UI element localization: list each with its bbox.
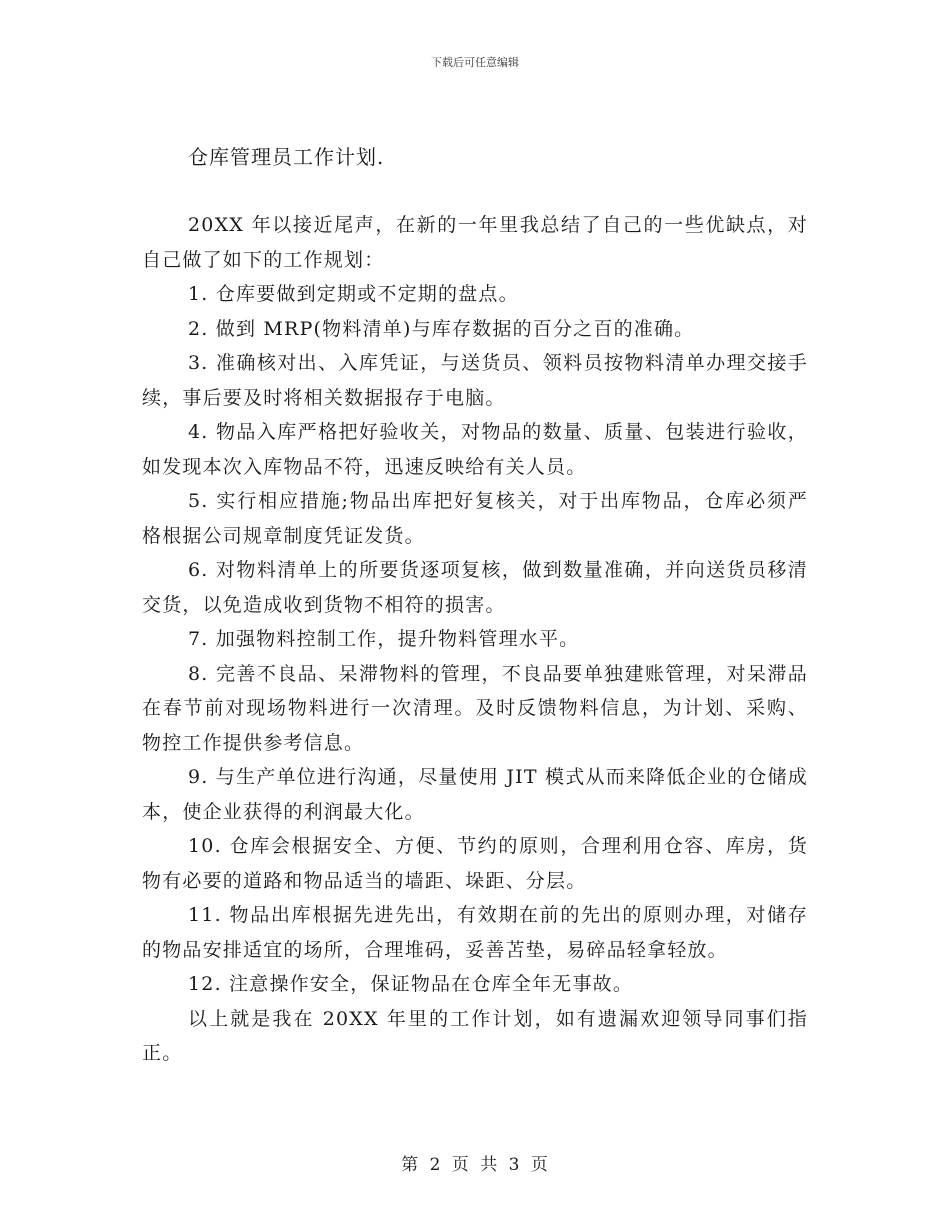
blank-line: [142, 174, 808, 208]
plan-item-6: 6. 对物料清单上的所要货逐项复核，做到数量准确，并向送货员移清交货，以免造成收到货物不相符的损害。: [142, 559, 808, 616]
plan-item-2: 2. 做到 MRP(物料清单)与库存数据的百分之百的准确。: [188, 317, 695, 340]
document-body: [142, 140, 808, 1071]
plan-item-7: 7. 加强物料控制工作，提升物料管理水平。: [188, 628, 580, 650]
plan-item-11: 11. 物品出库根据先进先出，有效期在前的先出的原则办理，对储存的物品安排适宜的场所，合理堆码，妥善苫垫，易碎品轻拿轻放。: [142, 904, 808, 961]
plan-item-8: 8. 完善不良品、呆滞物料的管理，不良品要单独建账管理，对呆滞品在春节前对现场物料进行一次清理。及时反馈物料信息，为计划、采购、物控工作提供参考信息。: [142, 662, 808, 754]
plan-item-12: 12. 注意操作安全，保证物品在仓库全年无事故。: [188, 973, 634, 995]
plan-item-1: 1. 仓库要做到定期或不定期的盘点。: [188, 283, 519, 305]
plan-item-5: 5. 实行相应措施;物品出库把好复核关，对于出库物品，仓库必须严格根据公司规章制度凭证发货。: [142, 490, 808, 547]
plan-item-9: 9. 与生产单位进行沟通，尽量使用 JIT 模式从而来降低企业的仓储成本，使企业获得的利润最大化。: [142, 766, 808, 823]
plan-item-3: 3. 准确核对出、入库凭证，与送货员、领料员按物料清单办理交接手续，事后要及时将相关数据报存于电脑。: [142, 352, 808, 409]
plan-item-4: 4. 物品入库严格把好验收关，对物品的数量、质量、包装进行验收，如发现本次入库物品不符，迅速反映给有关人员。: [142, 421, 808, 478]
page-number: 第 2 页 共 3 页: [401, 1155, 549, 1175]
intro-paragraph: 20XX 年以接近尾声，在新的一年里我总结了自己的一些优缺点，对自己做了如下的工作规划：: [142, 214, 808, 271]
closing-paragraph: 以上就是我在 20XX 年里的工作计划，如有遗漏欢迎领导同事们指正。: [142, 1007, 808, 1064]
document-title: 仓库管理员工作计划.: [188, 145, 385, 169]
header-note: 下载后可任意编辑: [431, 56, 519, 69]
plan-item-10: 10. 仓库会根据安全、方便、节约的原则，合理利用仓容、库房，货物有必要的道路和物品适当的墙距、垛距、分层。: [142, 835, 808, 892]
